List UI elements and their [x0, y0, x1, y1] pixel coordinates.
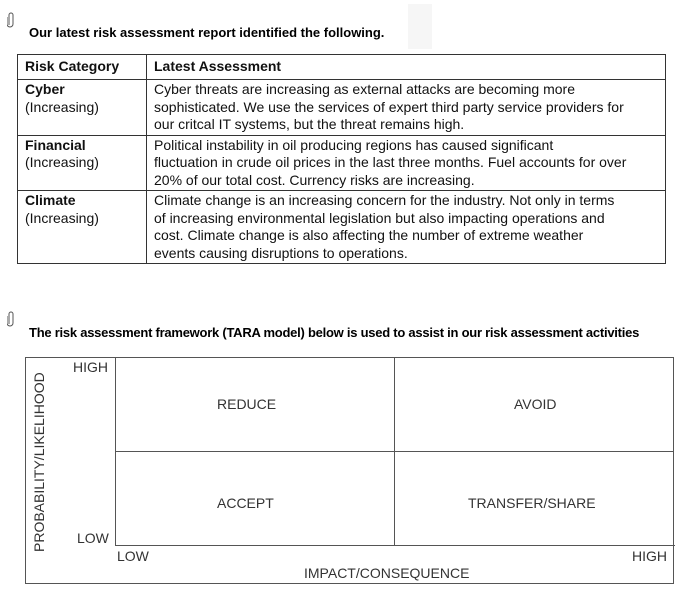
table-row [18, 135, 666, 191]
assessment-line: our critcal IT systems, but the threat remains high. [154, 116, 465, 132]
assessment-line: fluctuation in crude oil prices in the last three months. Fuel accounts for over [154, 154, 627, 170]
assessment-cell [147, 191, 666, 264]
risk-trend: (Increasing) [25, 209, 99, 226]
column-header-risk-category: Risk Category [18, 55, 147, 80]
risk-category-name: Financial [25, 136, 86, 153]
y-axis-high-label: HIGH [73, 359, 108, 375]
quadrant-accept: ACCEPT [217, 495, 274, 511]
assessment-line: of increasing environmental legislation but also impacting operations and [154, 209, 605, 226]
risk-category-cell [18, 80, 147, 136]
tara-horizontal-divider [115, 451, 674, 452]
assessment-line: 20% of our total cost. Currency risks are increasing. [154, 171, 475, 188]
risk-assessment-table [17, 54, 666, 264]
quadrant-avoid: AVOID [514, 396, 557, 412]
assessment-line: cost. Climate change is also affecting the number of extreme weather [154, 227, 584, 243]
paperclip-icon [7, 12, 15, 28]
column-header-latest-assessment: Latest Assessment [147, 55, 666, 80]
y-axis-label: PROBABILITY/LIKELIHOOD [31, 372, 47, 552]
assessment-cell [147, 135, 666, 191]
assessment-line: sophisticated. We use the services of expert third party service providers for [154, 98, 624, 115]
assessment-line: Political instability in oil producing regions has caused significant [154, 136, 554, 153]
quadrant-reduce: REDUCE [217, 396, 277, 412]
paperclip-icon [7, 311, 15, 327]
assessment-cell [147, 80, 666, 136]
risk-trend: (Increasing) [25, 98, 99, 115]
section-heading-tara-model: The risk assessment framework (TARA model) below is used to assist in our risk assessment activities [29, 325, 640, 340]
table-row [18, 191, 666, 264]
assessment-line: events causing disruptions to operations. [154, 244, 408, 261]
y-axis-low-label: LOW [77, 530, 109, 546]
x-axis-high-label: HIGH [632, 548, 667, 564]
section-heading-risk-report: Our latest risk assessment report identified the following. [29, 25, 385, 40]
risk-category-name: Climate [25, 192, 76, 208]
table-row [18, 80, 666, 136]
x-axis-low-label: LOW [117, 548, 149, 564]
risk-category-name: Cyber [25, 81, 65, 97]
risk-category-cell [18, 191, 147, 264]
quadrant-transfer-share: TRANSFER/SHARE [468, 495, 596, 511]
risk-category-cell [18, 135, 147, 191]
blank-placeholder-box [408, 4, 432, 49]
risk-trend: (Increasing) [25, 154, 99, 170]
assessment-line: Cyber threats are increasing as external attacks are becoming more [154, 81, 575, 97]
assessment-line: Climate change is an increasing concern for the industry. Not only in terms [154, 192, 615, 208]
x-axis-label: IMPACT/CONSEQUENCE [304, 565, 470, 581]
table-header-row [18, 55, 666, 80]
